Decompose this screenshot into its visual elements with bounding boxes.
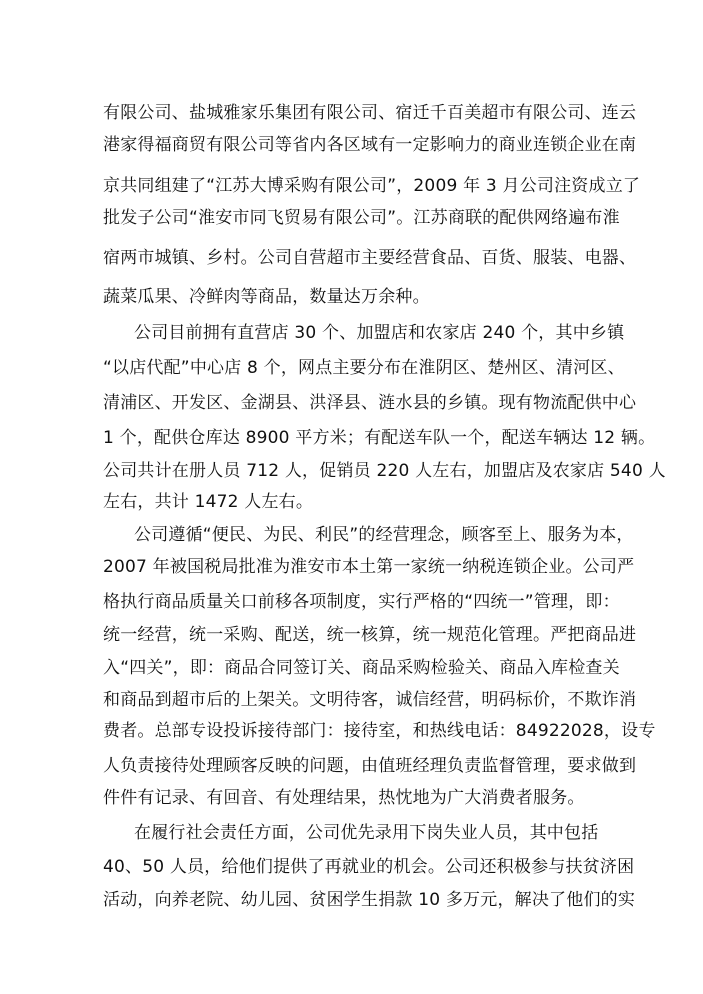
- text-line: 活动，向养老院、幼儿园、贫困学生捐款 10 多万元，解决了他们的实: [103, 890, 636, 910]
- text-line: 公司共计在册人员 712 人，促销员 220 人左右，加盟店及农家店 540 人: [103, 461, 666, 481]
- text-line: 公司目前拥有直营店 30 个、加盟店和农家店 240 个，其中乡镇: [134, 323, 625, 343]
- text-line: 清浦区、开发区、金湖县、洪泽县、涟水县的乡镇。现有物流配供中心: [103, 393, 637, 413]
- text-line: 宿两市城镇、乡村。公司自营超市主要经营食品、百货、服装、电器、: [103, 248, 637, 268]
- text-line: 格执行商品质量关口前移各项制度，实行严格的“四统一”管理，即：: [103, 592, 620, 612]
- text-line: 人负责接待处理顾客反映的问题，由值班经理负责监督管理，要求做到: [103, 756, 637, 776]
- text-line: 统一经营，统一采购、配送，统一核算，统一规范化管理。严把商品进: [103, 625, 637, 645]
- text-line: 左右，共计 1472 人左右。: [103, 492, 314, 512]
- text-line: 2007 年被国税局批准为淮安市本土第一家统一纳税连锁企业。公司严: [103, 557, 635, 577]
- text-line: 有限公司、盐城雅家乐集团有限公司、宿迁千百美超市有限公司、连云: [103, 103, 637, 123]
- text-line: “以店代配”中心店 8 个，网点主要分布在淮阴区、楚州区、清河区、: [103, 358, 625, 378]
- text-line: 港家得福商贸有限公司等省内各区域有一定影响力的商业连锁企业在南: [103, 135, 637, 155]
- text-line: 1 个，配供仓库达 8900 平方米；有配送车队一个，配送车辆达 12 辆。: [103, 428, 656, 448]
- text-line: 件件有记录、有回音、有处理结果，热忱地为广大消费者服务。: [103, 788, 585, 808]
- text-line: 在履行社会责任方面，公司优先录用下岗失业人员，其中包括: [134, 823, 599, 843]
- text-line: 蔬菜瓜果、冷鲜肉等商品，数量达万余种。: [103, 287, 430, 307]
- text-line: 和商品到超市后的上架关。文明待客，诚信经营，明码标价，不欺诈消: [103, 690, 637, 710]
- text-line: 费者。总部专设投诉接待部门：接待室，和热线电话：84922028，设专: [103, 721, 656, 741]
- text-line: 批发子公司“淮安市同飞贸易有限公司”。江苏商联的配供网络遍布淮: [103, 208, 620, 228]
- text-line: 公司遵循“便民、为民、利民”的经营理念，顾客至上、服务为本，: [134, 525, 634, 545]
- text-line: 入“四关”，即：商品合同签订关、商品采购检验关、商品入库检查关: [103, 658, 620, 678]
- text-line: 京共同组建了“江苏大博采购有限公司”，2009 年 3 月公司注资成立了: [103, 176, 641, 196]
- text-line: 40、50 人员，给他们提供了再就业的机会。公司还积极参与扶贫济困: [103, 857, 635, 877]
